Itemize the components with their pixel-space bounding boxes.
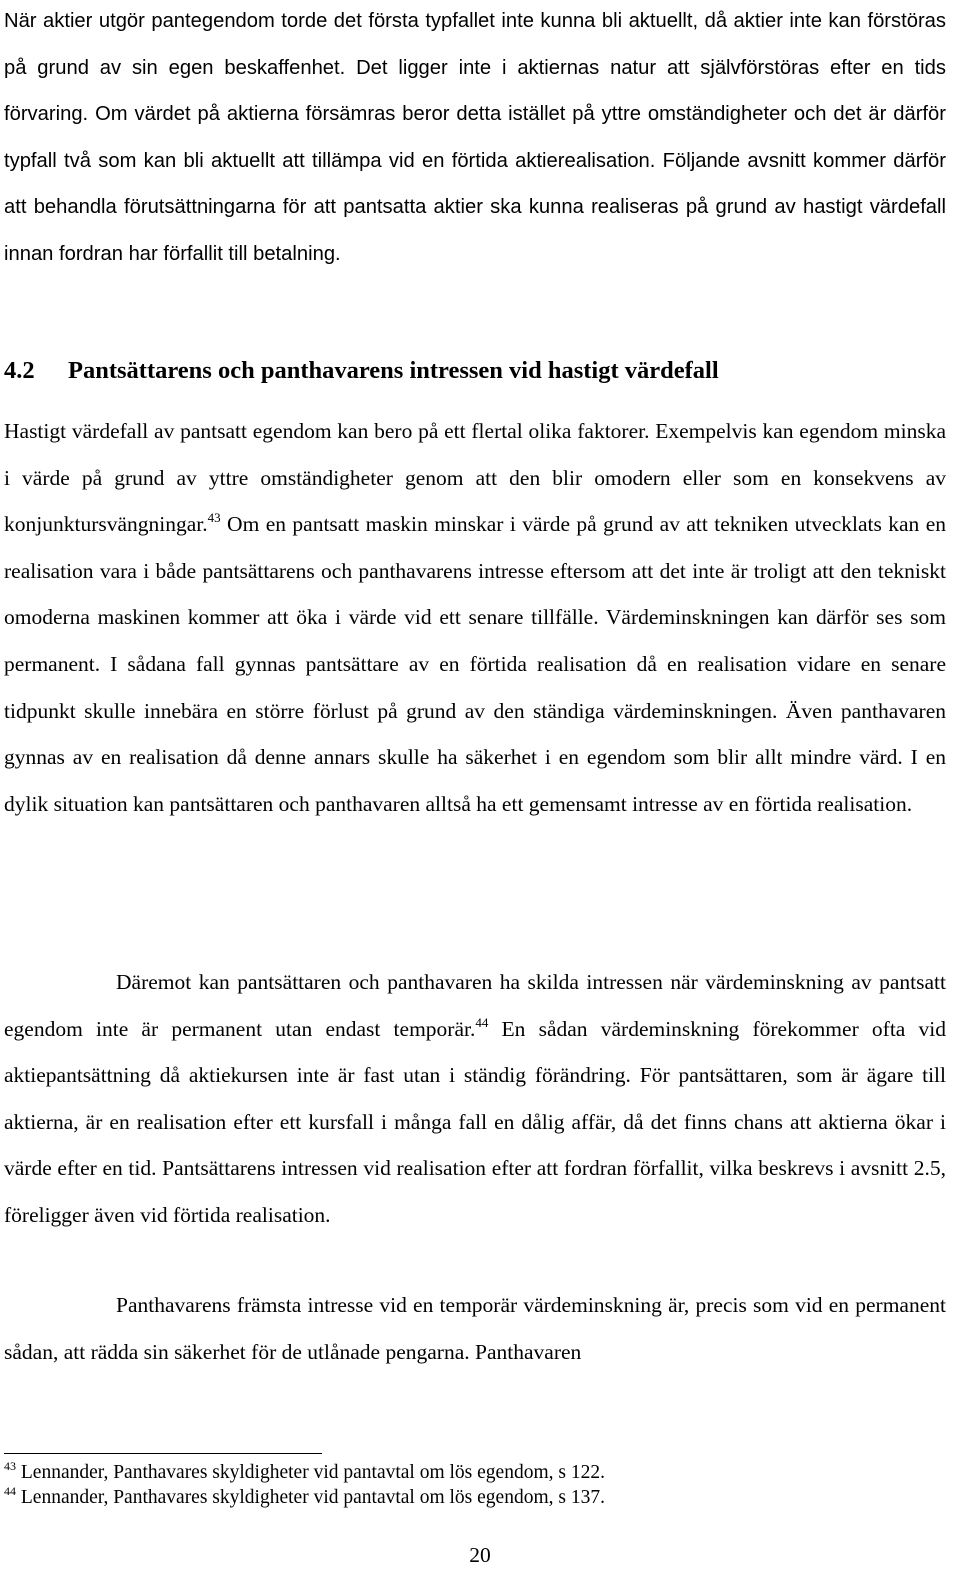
page-number: 20 [469,1543,491,1567]
footnote-44 [4,1485,605,1510]
section-heading [4,348,719,394]
footnote-43-number: 43 [4,1459,16,1473]
footnote-separator [4,1453,322,1454]
body-paragraph-1 [4,408,946,827]
footnote-43 [4,1460,605,1485]
footnote-44-number: 44 [4,1484,16,1498]
footnote-ref-44[interactable]: 44 [475,1014,489,1030]
footnote-ref-43[interactable]: 43 [207,510,221,526]
body-paragraph-2 [4,959,946,1239]
intro-paragraph: När aktier utgör pantegendom torde det första typfallet inte kunna bli aktuellt, då aktier inte kan förstöras på grund av sin egen beskaffenhet. Det ligger inte i aktiernas natur att självförstöras efter en tids förvaring. Om värdet på aktierna försämras beror detta istället på yttre omständigheter och det är därför typfall två som kan bli aktuellt att tillämpa vid en förtida aktierealisation. Följande avsnitt kommer därför att behandla förutsättningarna för att pantsatta aktier ska kunna realiseras på grund av hastigt värdefall innan fordran har förfallit till betalning. [4,10,946,265]
section-title: Pantsättarens och panthavarens intressen vid hastigt värdefall [68,357,719,384]
paragraph-1-text-b: Om en pantsatt maskin minskar i värde på grund av att tekniken utvecklats kan en realisation vara i både pantsättarens och panthavarens intresse eftersom att det inte är troligt att den tekniskt omoderna maskinen kommer att öka i värde vid ett senare tillfälle. Värdeminskningen kan därför ses som permanent. I sådana fall gynnas pantsättare av en förtida realisation då en realisation vidare en senare tidpunkt skulle innebära en större förlust på grund av den ständiga värdeminskningen. Även panthavaren gynnas av en realisation då denne annars skulle ha säkerhet i en egendom som blir allt mindre värd. I en dylik situation kan pantsättaren och panthavaren alltså ha ett gemensamt intresse av en förtida realisation. [4,512,946,816]
footnote-44-text: Lennander, Panthavares skyldigheter vid pantavtal om lös egendom, s 137. [16,1487,605,1508]
paragraph-2-text-a: Däremot kan pantsättaren och panthavaren ha skilda intressen när värdeminskning av pantsatt egendom inte är permanent utan endast temporär. [4,970,946,1041]
body-paragraph-3: Panthavarens främsta intresse vid en temporär värdeminskning är, precis som vid en permanent sådan, att rädda sin säkerhet för de utlånade pengarna. Panthavaren [4,1293,946,1364]
section-number: 4.2 [4,357,35,384]
footnote-43-text: Lennander, Panthavares skyldigheter vid pantavtal om lös egendom, s 122. [16,1462,605,1483]
paragraph-1-text-a: Hastigt värdefall av pantsatt egendom kan bero på ett flertal olika faktorer. Exempelvis kan egendom minska i värde på grund av yttre omständigheter genom att den blir omodern eller som en konsekvens av konjunktursvängningar. [4,419,946,537]
paragraph-2-text-b: En sådan värdeminskning förekommer ofta vid aktiepantsättning då aktiekursen inte är fast utan i ständig förändring. För pantsättaren, som är ägare till aktierna, är en realisation efter ett kursfall i många fall en dålig affär, då det finns chans att aktierna ökar i värde efter en tid. Pantsättarens intressen vid realisation efter att fordran förfallit, vilka beskrevs i avsnitt 2.5, föreligger även vid förtida realisation. [4,1016,946,1227]
